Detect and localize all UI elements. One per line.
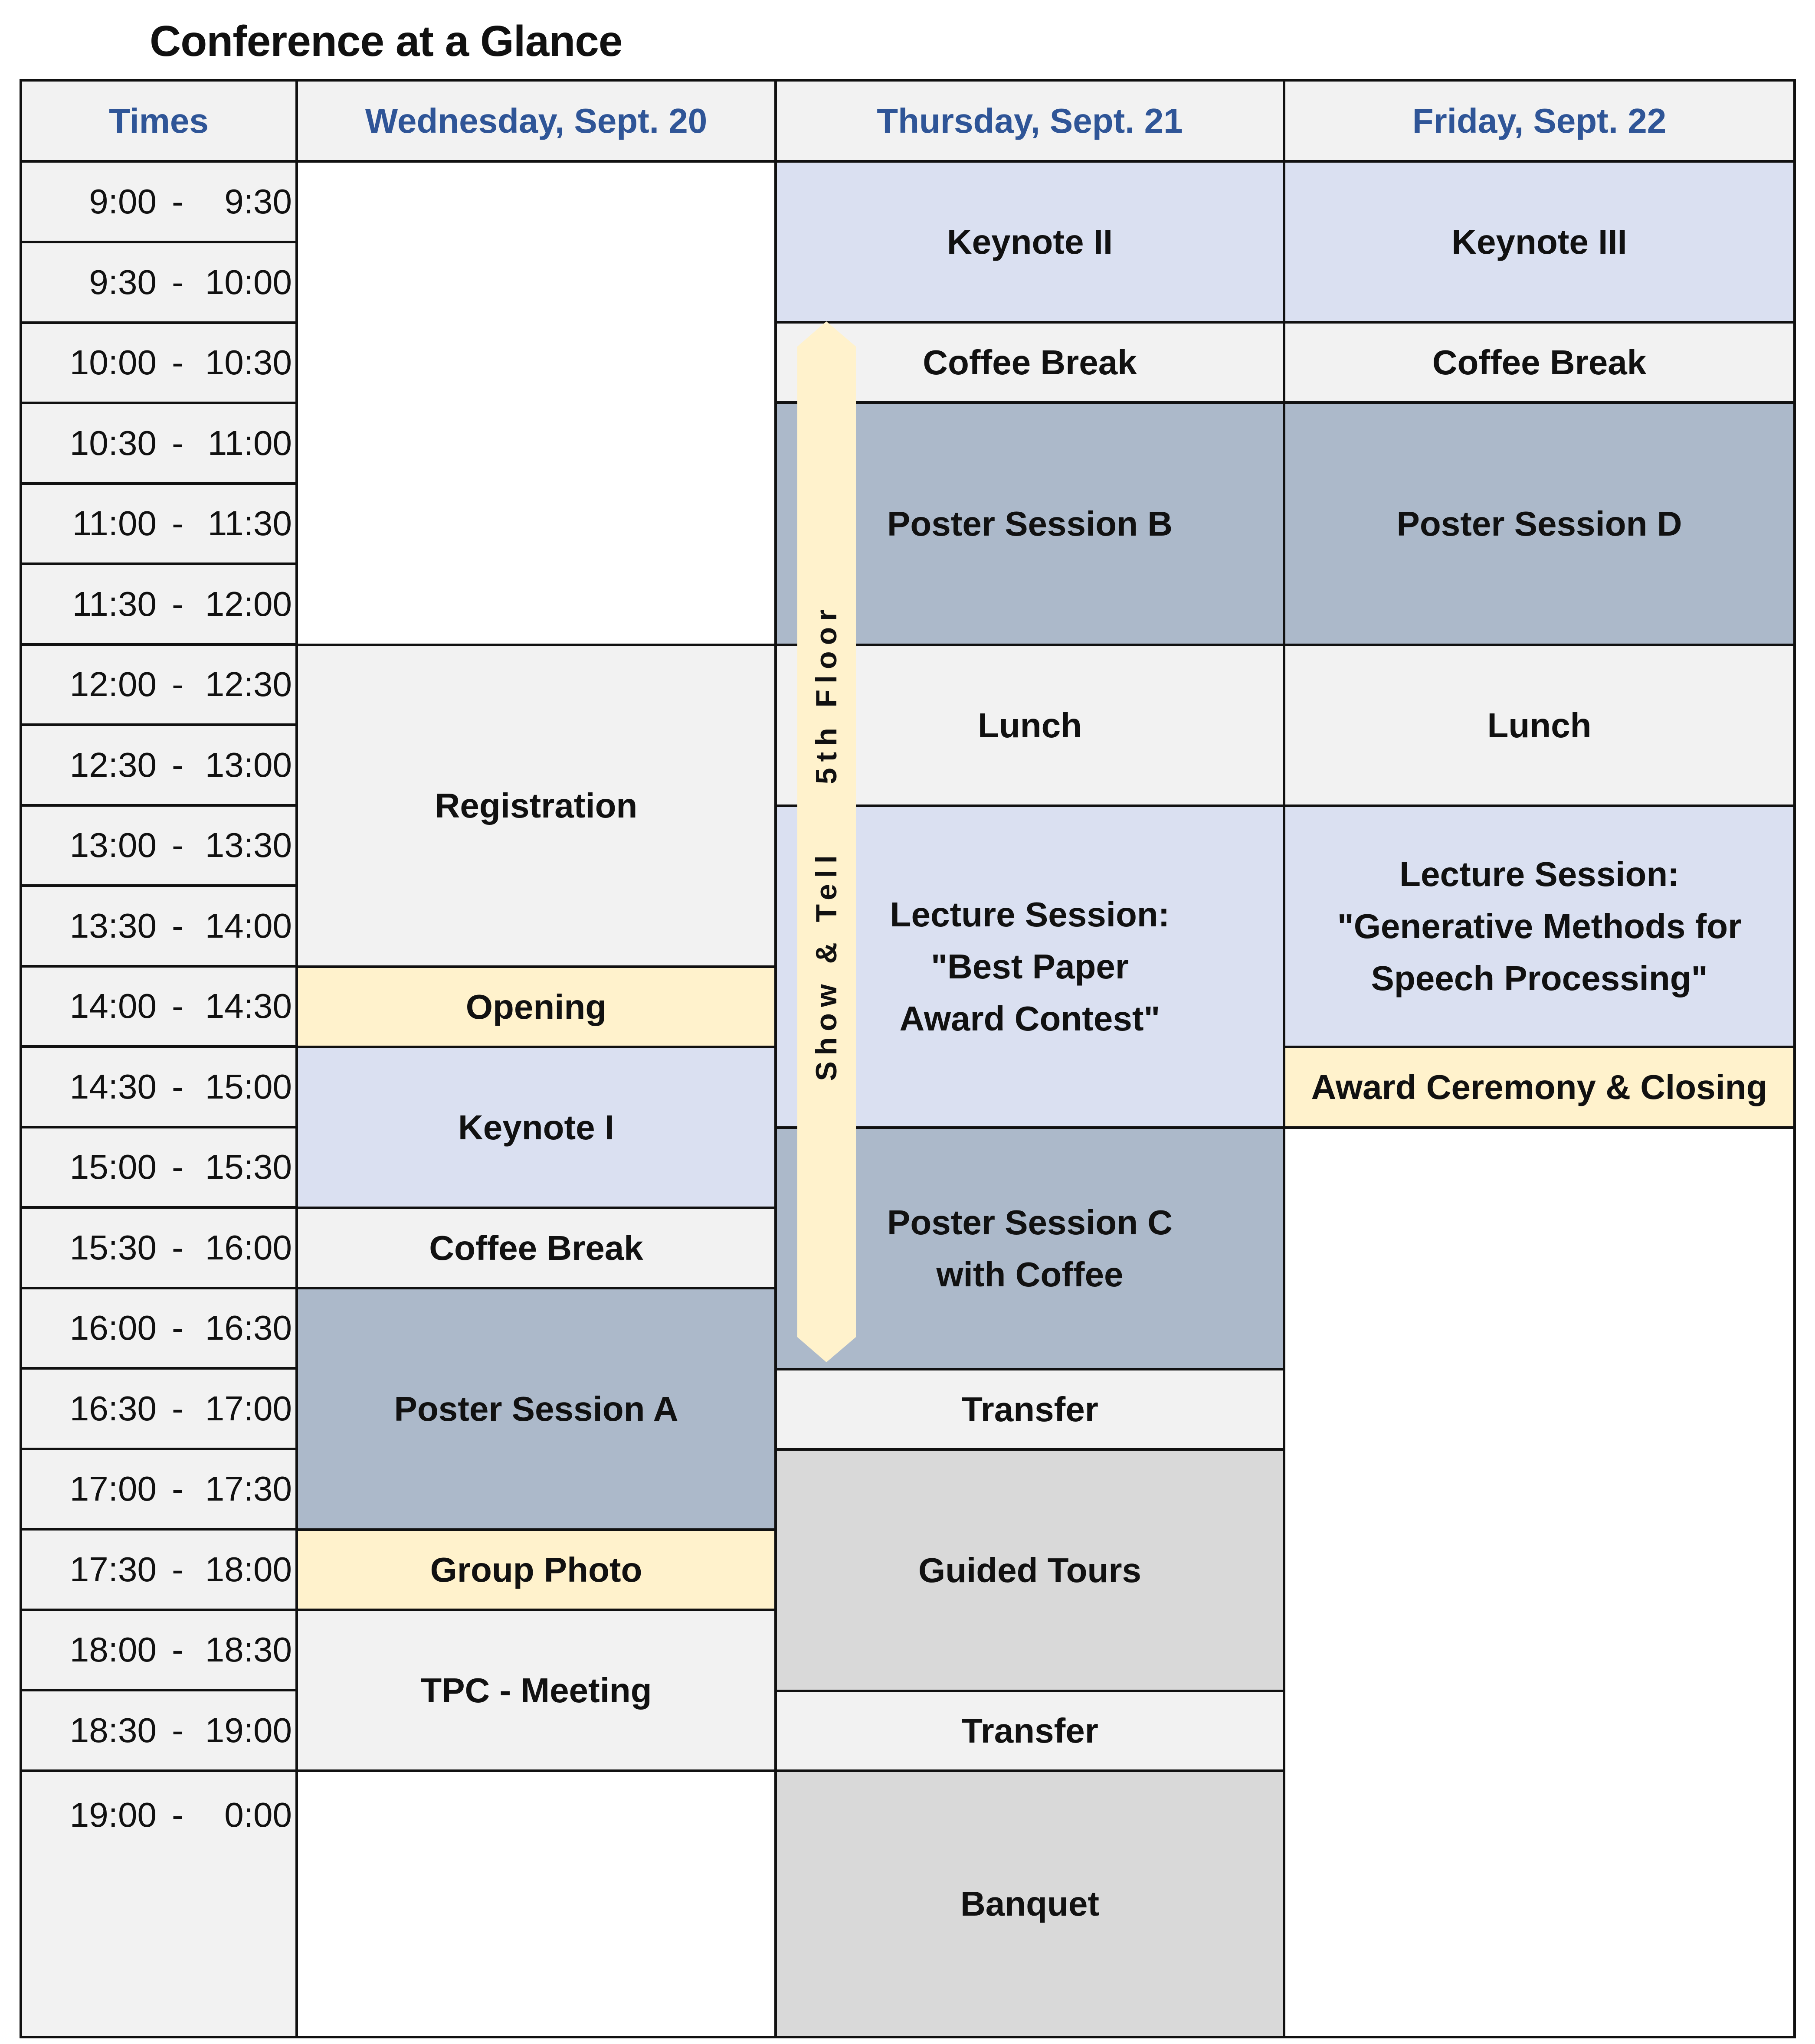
time-row [20,965,298,1048]
header-friday [1283,79,1796,163]
time-row [20,643,298,726]
thu-lecture-line-1: Lecture Session: [890,895,1170,934]
time-dash: - [172,1630,183,1669]
time-end: 0:00 [224,1795,292,1834]
fri-award-label: Award Ceremony & Closing [1311,1068,1768,1106]
time-start: 14:00 [69,987,157,1025]
time-dash: - [172,585,183,623]
fri-lecture-line-3: Speech Processing" [1371,959,1708,997]
time-dash: - [172,263,183,301]
time-start: 15:00 [69,1148,157,1186]
wed-poster-label: Poster Session A [394,1389,678,1428]
thu-guided-tours [774,1448,1285,1692]
time-row [20,482,298,565]
time-start: 12:30 [69,746,157,784]
time-start: 9:00 [89,182,157,221]
banner-label-show-tell: Show & Tell [810,849,843,1081]
wed-registration-label: Registration [435,786,638,825]
time-start: 13:30 [69,906,157,945]
wed-opening-label: Opening [465,987,607,1026]
time-dash: - [172,504,183,543]
fri-empty-afternoon [1283,1126,1796,2038]
time-row [20,1769,298,2038]
thu-lecture-line-2: "Best Paper [931,947,1129,986]
time-row [20,1528,298,1611]
time-row [20,160,298,243]
time-end: 17:00 [205,1389,292,1428]
header-times [20,79,298,163]
fri-poster-session-d [1283,401,1796,646]
time-dash: - [172,1550,183,1589]
time-end: 14:00 [205,906,292,945]
time-start: 18:00 [69,1630,157,1669]
thu-banquet [774,1769,1285,2038]
time-start: 18:30 [69,1711,157,1750]
time-end: 17:30 [205,1469,292,1508]
time-start: 12:00 [69,665,157,703]
time-end: 16:30 [205,1308,292,1347]
thu-poster-c-line-1: Poster Session C [887,1203,1173,1242]
time-start: 14:30 [69,1067,157,1106]
time-end: 13:00 [205,746,292,784]
thu-transfer-1-label: Transfer [961,1390,1098,1429]
time-dash: - [172,987,183,1025]
thu-lecture-line-3: Award Contest" [899,999,1160,1038]
thu-poster-b-label: Poster Session B [887,504,1173,543]
time-row [20,1045,298,1128]
time-dash: - [172,1711,183,1750]
time-start: 15:30 [69,1228,157,1267]
thu-transfer-1 [774,1368,1285,1451]
time-dash: - [172,906,183,945]
fri-lunch-label: Lunch [1487,706,1592,745]
fri-coffee-break [1283,321,1796,404]
time-end: 11:30 [207,504,292,543]
time-dash: - [172,343,183,382]
time-start: 17:30 [69,1550,157,1589]
thu-keynote [774,160,1285,324]
time-row [20,402,298,485]
time-start: 10:30 [69,424,157,462]
banner-label-floor: 5th Floor [810,603,843,785]
header-thursday [774,79,1285,163]
header-wednesday-label: Wednesday, Sept. 20 [365,101,708,140]
time-end: 14:30 [205,987,292,1025]
wed-registration [295,644,777,968]
header-thursday-label: Thursday, Sept. 21 [877,101,1183,140]
time-dash: - [172,665,183,703]
time-dash: - [172,1389,183,1428]
fri-coffee-label: Coffee Break [1432,343,1647,382]
time-dash: - [172,1228,183,1267]
wed-coffee-label: Coffee Break [429,1228,643,1267]
page-title: Conference at a Glance [150,17,622,65]
time-end: 11:00 [207,424,292,462]
wed-opening [295,965,777,1048]
fri-lecture-line-2: "Generative Methods for [1337,907,1742,945]
thu-coffee-label: Coffee Break [923,343,1137,382]
time-start: 11:30 [72,585,157,623]
time-dash: - [172,1795,183,1834]
time-start: 16:30 [69,1389,157,1428]
time-start: 17:00 [69,1469,157,1508]
time-dash: - [172,1067,183,1106]
time-row [20,1447,298,1531]
time-dash: - [172,182,183,221]
time-end: 18:30 [205,1630,292,1669]
time-dash: - [172,1148,183,1186]
thu-poster-c-line-2: with Coffee [936,1255,1124,1294]
header-times-label: Times [109,101,209,140]
wed-poster-session [295,1287,777,1531]
wed-tpc-meeting [295,1609,777,1772]
time-end: 16:00 [205,1228,292,1267]
time-dash: - [172,826,183,864]
thu-transfer-2 [774,1690,1285,1772]
wed-tpc-label: TPC - Meeting [420,1671,652,1710]
time-row [20,1206,298,1289]
time-row [20,1689,298,1772]
time-end: 19:00 [205,1711,292,1750]
time-start: 13:00 [69,826,157,864]
time-row [20,1608,298,1691]
time-row [20,804,298,887]
wed-empty-evening [295,1769,777,2038]
thu-lunch-label: Lunch [978,706,1082,745]
fri-poster-d-label: Poster Session D [1396,504,1682,543]
header-wednesday [295,79,777,163]
time-end: 12:30 [205,665,292,703]
time-row [20,241,298,324]
fri-lecture-line-1: Lecture Session: [1399,855,1679,893]
time-dash: - [172,746,183,784]
time-end: 12:00 [205,585,292,623]
wed-photo-label: Group Photo [430,1550,642,1589]
fri-keynote-label: Keynote III [1451,222,1627,261]
time-end: 15:30 [205,1148,292,1186]
wed-keynote-label: Keynote I [458,1108,615,1147]
thu-banquet-label: Banquet [960,1884,1099,1923]
time-start: 16:00 [69,1308,157,1347]
time-start: 9:30 [89,263,157,301]
time-dash: - [172,1308,183,1347]
thu-transfer-2-label: Transfer [961,1711,1098,1750]
time-end: 10:00 [205,263,292,301]
time-row [20,321,298,404]
banner-label [809,603,843,1081]
wed-empty-morning [295,160,777,646]
wed-coffee-break [295,1207,777,1289]
time-end: 9:30 [224,182,292,221]
thu-tours-label: Guided Tours [918,1550,1142,1589]
thu-keynote-label: Keynote II [947,222,1113,261]
fri-lecture-session [1283,805,1796,1048]
time-row [20,1286,298,1370]
time-row [20,723,298,807]
fri-lunch [1283,644,1796,807]
fri-award-ceremony [1283,1046,1796,1129]
time-row [20,884,298,968]
wed-group-photo [295,1528,777,1611]
wed-keynote [295,1046,777,1209]
time-row [20,1125,298,1209]
time-dash: - [172,1469,183,1508]
time-end: 18:00 [205,1550,292,1589]
time-end: 10:30 [205,343,292,382]
schedule-grid [20,79,1796,2038]
time-start: 11:00 [72,504,157,543]
time-end: 15:00 [205,1067,292,1106]
time-dash: - [172,424,183,462]
time-row [20,563,298,646]
time-row [20,1367,298,1450]
fri-keynote [1283,160,1796,324]
time-start: 19:00 [69,1795,157,1834]
time-end: 13:30 [205,826,292,864]
time-start: 10:00 [69,343,157,382]
header-friday-label: Friday, Sept. 22 [1412,101,1667,140]
